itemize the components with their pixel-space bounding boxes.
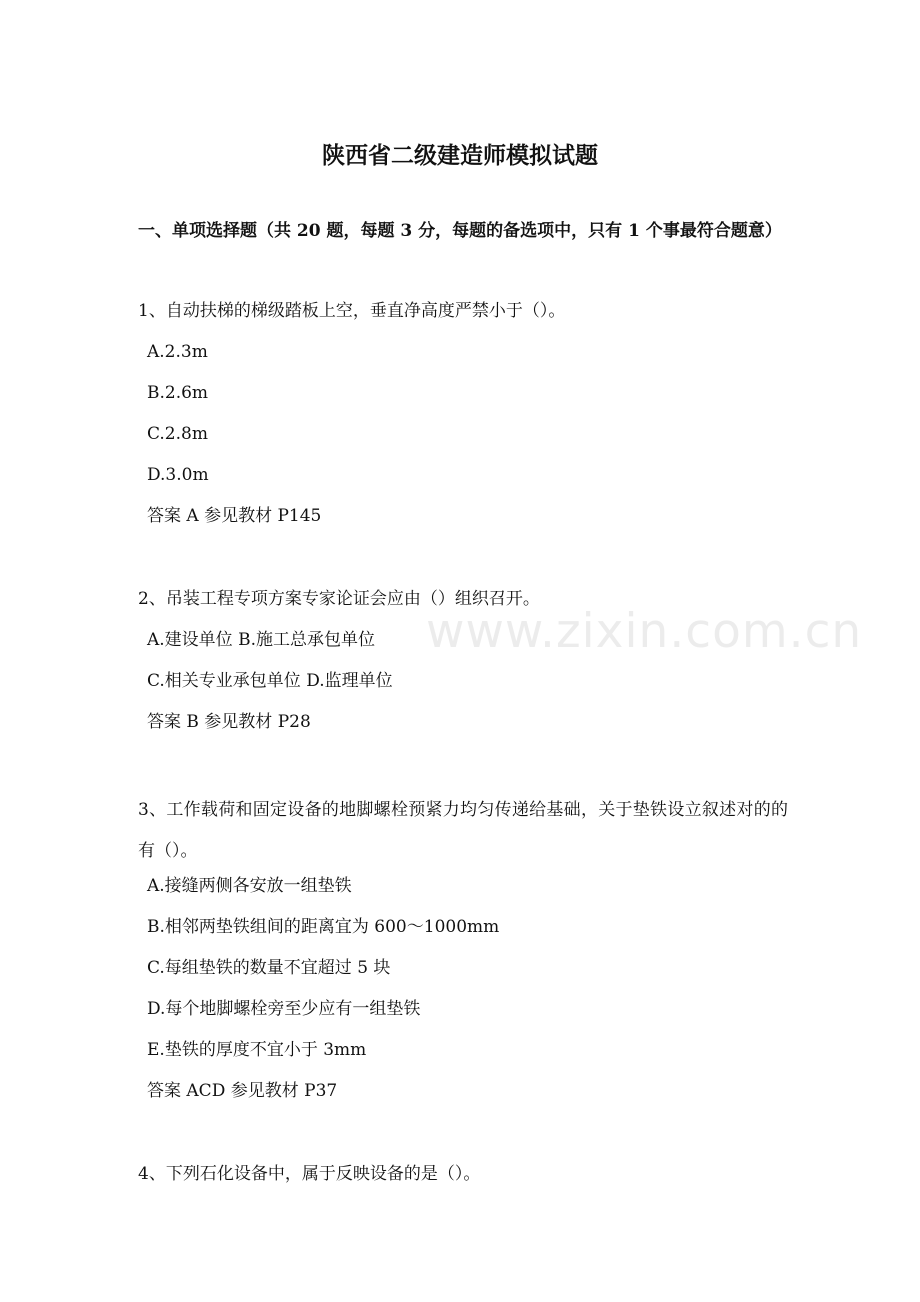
question-stem-3: 3、工作载荷和固定设备的地脚螺栓预紧力均匀传递给基础，关于垫铁设立叙述对的的有（）。 [138,800,788,861]
section-heading: 一、单项选择题（共 20 题，每题 3 分，每题的备选项中，只有 1 个事最符合题意） [138,221,782,241]
question-3-answer: 答案 ACD 参见教材 P37 [147,1081,338,1101]
question-3-option-e: E.垫铁的厚度不宜小于 3mm [147,1040,367,1060]
question-stem-2: 2、吊装工程专项方案专家论证会应由（）组织召开。 [138,589,540,609]
question-2-answer: 答案 B 参见教材 P28 [147,712,311,732]
question-3-option-a: A.接缝两侧各安放一组垫铁 [147,876,352,896]
question-3-option-b: B.相邻两垫铁组间的距离宜为 600～1000mm [147,917,500,937]
question-1-option-a: A.2.3m [147,342,208,362]
page-title: 陕西省二级建造师模拟试题 [322,142,598,169]
question-3-option-d: D.每个地脚螺栓旁至少应有一组垫铁 [147,999,421,1019]
question-2-option-cd: C.相关专业承包单位 D.监理单位 [147,671,393,691]
question-1-answer: 答案 A 参见教材 P145 [147,506,322,526]
question-1-option-c: C.2.8m [147,424,208,444]
question-stem-4: 4、下列石化设备中，属于反映设备的是（）。 [138,1164,481,1184]
question-1-option-d: D.3.0m [147,465,209,485]
question-stem-1: 1、自动扶梯的梯级踏板上空，垂直净高度严禁小于（）。 [138,301,566,321]
question-1-option-b: B.2.6m [147,383,209,403]
question-3-option-c: C.每组垫铁的数量不宜超过 5 块 [147,958,391,978]
question-2-option-ab: A.建设单位 B.施工总承包单位 [147,630,375,650]
watermark-text: www.zixin.com.cn [426,604,863,659]
